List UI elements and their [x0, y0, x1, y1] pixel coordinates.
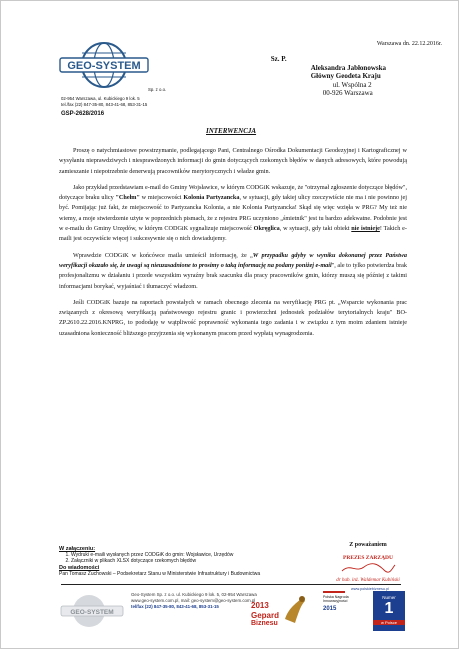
- address-line1: 02-954 Warszawa, ul. Kubickiego 9 lok. 5: [61, 96, 140, 101]
- number-one-badge: [373, 591, 405, 631]
- gepard-sub: Biznesu: [251, 620, 278, 627]
- p2-okreglica: Okręglica: [253, 225, 280, 233]
- signature-greeting: Z poważaniem: [349, 542, 387, 548]
- recipient-city: 00-926 Warszawa: [322, 89, 373, 98]
- p3-quote: W przypadku gdyby w wyniku dokonanej przez Państwa weryfikacji okazało się, że uwagi są nieuzasadnione to prosimy o taką informację na podany poniżej e-mail: [59, 251, 408, 269]
- company-address: [61, 96, 176, 107]
- signature-block: [324, 542, 412, 584]
- attachment-item: 1. Wydruki e-maili wysłanych przez CODGiK do gmin: Wojsławice, Urzędów: [71, 552, 299, 558]
- nr1-label: Numer: [382, 595, 396, 600]
- p2-text-i: ! Takich e-maili jest oczywiście więcej i sukcesywnie się o nich dowiadujemy.: [59, 225, 407, 243]
- attachments-header: W załączeniu:: [59, 546, 96, 552]
- gepard-year: 2013: [251, 601, 269, 610]
- signature-stamp: PREZES ZARZĄDU: [343, 555, 393, 561]
- attachment-item: 2. Załączniki w plikach XLSX dotyczące rzekomych błędów: [71, 558, 299, 564]
- letter-title: INTERWENCJA: [206, 127, 257, 135]
- footer-line1: Geo-System Sp. z o.o. ul. Kubickiego 9 lok. 5, 02-954 Warszawa: [131, 592, 257, 597]
- p3-text-a: Wprawdzie CODGiK w końcówce maila umieścił informację, że „: [73, 251, 253, 259]
- footer-line2: www.geo-system.com.pl, mail: geo-system@geo-system.com.pl: [131, 598, 256, 604]
- p2-street: "Chełm": [115, 194, 140, 202]
- handwritten-signature: [338, 562, 398, 574]
- reference-number: GSP-2628/2016: [61, 111, 105, 117]
- footer-line3: tel/fax (22) 847-35-80, 843-41-68, 853-31-15: [131, 604, 219, 610]
- p2-locality: Kolonia Partyzancka: [183, 194, 240, 202]
- p2-text-e: , w sytuacji, gdy takiej ulicy rzeczywiście nie ma i nie powinno jej być. Pomijając już fakt, że miejscowość to Partyzancka Kolonia, a nie Kolonia Partyzancka! Skąd się więc wzięła w PRG? My też nie wiemy, a moje stwierdzenie użyte w poprzednich pismach, że z rejestru PRG uczyniono „śmietnik" jest tu bardzo adekwatne. Podobnie jest w e-mailu do Gminy Urzędów, w którym CODGiK sygnalizuje miejscowość: [59, 194, 408, 233]
- innovation-award-logo: [323, 591, 349, 627]
- nr1-sub: w Polsce: [373, 620, 405, 625]
- letter-date: Warszawa dn. 22.12.2016r.: [376, 41, 442, 47]
- address-line2: tel./fax (22) 847-35-80, 843-41-68, 853-31-15: [61, 101, 148, 107]
- p2-not-exists: nie istnieje: [351, 225, 380, 233]
- paragraph-2: [59, 183, 407, 245]
- gepard-award-logo: [249, 589, 307, 631]
- flag-stripe: [323, 591, 345, 593]
- p2-text-a: Jako przykład przedstawiam e-mail do Gminy Wojsławice, w którym CODGiK wskazuje, że "otrzymał zgłoszenie dotyczące błędów", dotyczące braku ulicy: [59, 183, 407, 202]
- recipient-name: Aleksandra Jabłonowska: [310, 63, 386, 72]
- cc-recipient: Pan Tomasz Żuchowski – Podsekretarz Stanu w Ministerstwie Infrastruktury i Budownictwa: [59, 570, 261, 577]
- footer: [1, 579, 459, 650]
- recipient-street: ul. Wspólna 2: [332, 80, 372, 89]
- attachments-block: [59, 546, 299, 577]
- recipient-role: Główny Geodeta Kraju: [310, 72, 381, 81]
- nr1-value: 1: [384, 600, 394, 617]
- gepard-text: Gepard: [251, 611, 280, 620]
- footer-contact: [131, 592, 257, 611]
- p3-text-c: ", ale to tylko potwierdza brak profesjonalizmu w działaniu i przede wszystkim wyraźny brak szacunku dla pracy pracowników gmin, którzy muszą się później z takimi informacjami borykać, wyjaśniać i tłumaczyć władzom.: [59, 261, 407, 290]
- cc-header: Do wiadomości: [59, 564, 100, 571]
- footer-logo-graphic: [59, 589, 125, 629]
- paragraph-3: [59, 251, 407, 292]
- signature-name: dr hab. inż. Waldemar Kubiński: [336, 578, 400, 583]
- p2-text-c: w miejscowości: [139, 194, 184, 202]
- recipient-block: [270, 55, 386, 98]
- footer-divider: [61, 584, 401, 585]
- paragraph-1: Proszę o natychmiastowe powstrzymanie, podlegającego Pani, Centralnego Ośrodka Dokumentacji Geodezyjnej i Kartograficznej w wysyłaniu nieprawdziwych i niesprawdzonych informacji do gmin dotyczących rzekomych błędów w danych adresowych, które powodują zamieszanie i niepotrzebnie denerwują pracowników merytorycznych i władze gmin.: [59, 147, 407, 175]
- logo-text: GEO-SYSTEM: [67, 60, 141, 72]
- footer-site: www.polskiebiznesu.pl: [351, 587, 389, 591]
- polska-award-text: Polska Nagroda Innowacyjności: [323, 595, 349, 604]
- attachments-list: [59, 552, 299, 564]
- paragraph-4: Jeśli CODGiK bazuje na raportach powstałych w ramach obecnego zlecenia na weryfikację PRG pt. „Wsparcie wykonania prac związanych z okresową weryfikacją państwowego rejestru granic i powierzchni jednostek podziałów terytorialnych kraju" BO-ZP.2610.22.2016.KNPRG, to pododaję w wątpliwość poprawność wykonania tego zadania i w związku z tym moim zdaniem istnieje uzasadniona konieczność bliższego przyjrzenia się wykonanym pracom przed wypłatą wynagrodzenia.: [59, 298, 407, 337]
- cheetah-icon: [281, 593, 307, 627]
- geo-system-logo: [57, 39, 151, 91]
- letter-body: [59, 146, 407, 345]
- company-suffix: Sp. z o.o.: [148, 87, 167, 92]
- polska-award-year: 2015: [323, 605, 337, 612]
- p2-text-g: , w sytuacji, gdy taki obiekt: [279, 225, 352, 233]
- salutation: Sz. P.: [270, 55, 287, 63]
- footer-logo-text: GEO-SYSTEM: [70, 609, 114, 616]
